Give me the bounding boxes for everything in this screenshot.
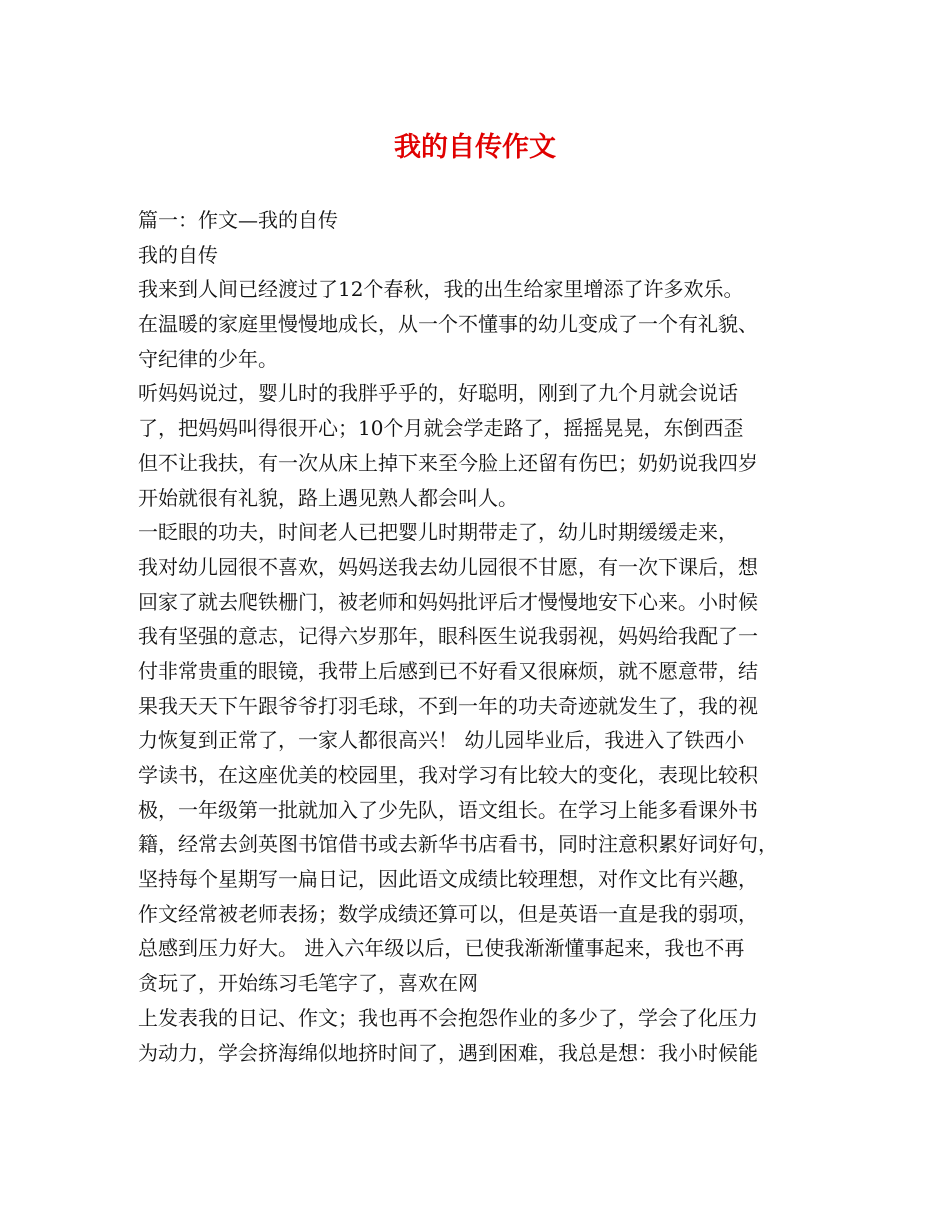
text-line: 了，把妈妈叫得很开心；10个月就会学走路了，摇摇晃晃，东倒西歪: [138, 416, 744, 441]
text-line: 作文经常被老师表扬；数学成绩还算可以，但是英语一直是我的弱项，: [138, 901, 758, 926]
text-line: 篇一：作文—我的自传: [138, 208, 338, 232]
text-line: 我来到人间已经渡过了12个春秋，我的出生给家里增添了许多欢乐。: [138, 277, 744, 302]
text-line: 我的自传: [138, 242, 218, 267]
text-line: 上发表我的日记、作文；我也再不会抱怨作业的多少了，学会了化压力: [138, 1005, 758, 1030]
text-line: 学读书，在这座优美的校园里，我对学习有比较大的变化，表现比较积: [138, 763, 758, 787]
text-line: 听妈妈说过，婴儿时的我胖乎乎的，好聪明，刚到了九个月就会说话: [138, 381, 738, 406]
text-line: 果我天天下午跟爷爷打羽毛球，不到一年的功夫奇迹就发生了，我的视: [138, 693, 758, 718]
text-line: 回家了就去爬铁栅门，被老师和妈妈批评后才慢慢地安下心来。小时候: [138, 589, 758, 614]
text-line: 总感到压力好大。 进入六年级以后，已使我渐渐懂事起来，我也不再: [138, 936, 745, 961]
text-line: 我有坚强的意志，记得六岁那年，眼科医生说我弱视，妈妈给我配了一: [138, 624, 758, 649]
text-line: 我对幼儿园很不喜欢，妈妈送我去幼儿园很不甘愿，有一次下课后，想: [138, 554, 758, 579]
text-line: 贪玩了，开始练习毛笔字了，喜欢在网: [138, 971, 478, 996]
text-line: 为动力，学会挤海绵似地挤时间了，遇到困难，我总是想：我小时候能: [138, 1040, 758, 1065]
text-line: 极，一年级第一批就加入了少先队，语文组长。在学习上能多看课外书: [138, 797, 758, 822]
text-line: 在温暖的家庭里慢慢地成长，从一个不懂事的幼儿变成了一个有礼貌、: [138, 312, 758, 337]
text-line: 力恢复到正常了，一家人都很高兴！ 幼儿园毕业后，我进入了铁西小: [138, 728, 745, 753]
document-title: 我的自传作文: [394, 132, 556, 163]
text-line: 一眨眼的功夫，时间老人已把婴儿时期带走了，幼儿时期缓缓走来，: [138, 520, 738, 545]
document-body: [138, 203, 828, 1070]
text-line: 坚持每个星期写一扁日记，因此语文成绩比较理想，对作文比有兴趣，: [138, 867, 758, 892]
text-line: 籍，经常去剑英图书馆借书或去新华书店看书，同时注意积累好词好句，: [138, 832, 778, 857]
text-line: 付非常贵重的眼镜，我带上后感到已不好看又很麻烦，就不愿意带，结: [138, 658, 758, 683]
text-line: 但不让我扶，有一次从床上掉下来至今脸上还留有伤巴；奶奶说我四岁: [138, 450, 758, 475]
text-line: 守纪律的少年。: [138, 346, 278, 371]
text-line: 开始就很有礼貌，路上遇见熟人都会叫人。: [138, 485, 518, 510]
